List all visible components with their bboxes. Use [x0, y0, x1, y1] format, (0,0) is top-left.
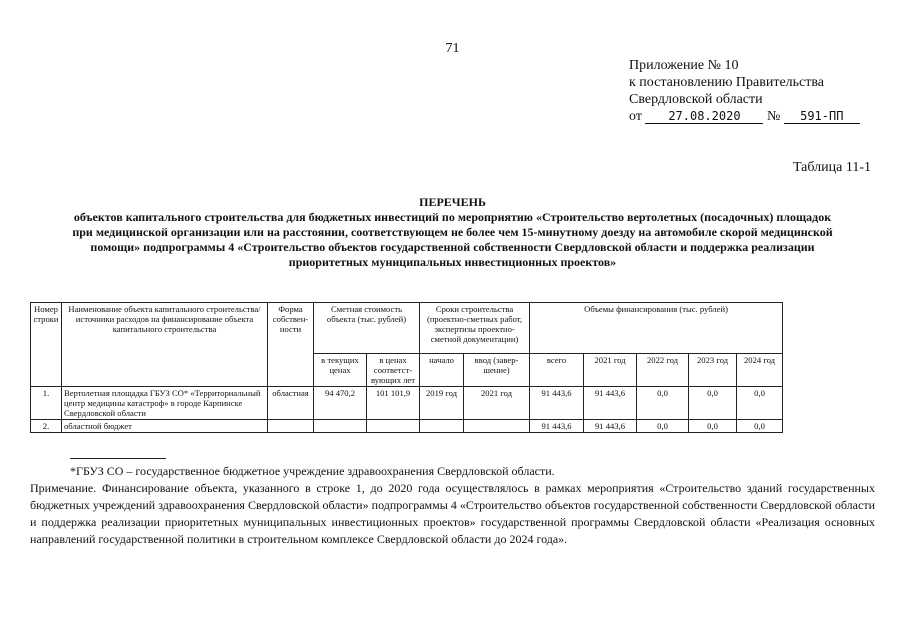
cell-ownership: областная [268, 387, 314, 420]
cell-current-prices: 94 470,2 [314, 387, 367, 420]
number-prefix: № [766, 109, 781, 124]
header-volumes: Объемы финансирования (тыс. рублей) [530, 303, 783, 354]
decree-date: 27.08.2020 [645, 110, 763, 124]
header-matching-prices: в ценах соответст-вующих лет [367, 354, 420, 387]
heading-line-2: при медицинской организации или на расстоянии, соответствующем не более чем 15-минутному доезду на автомобиле скорой медицинской [72, 225, 833, 239]
cell-2023: 0,0 [689, 387, 737, 420]
cell-row-number: 2. [31, 420, 62, 433]
table-header-row [31, 303, 783, 354]
date-prefix: от [629, 109, 642, 124]
table-row [31, 420, 783, 433]
header-object-name: Наименование объекта капитального строительства/ источники расходов на финансирование объекта капитального строительства [62, 303, 268, 387]
cell-matching-prices [367, 420, 420, 433]
appendix-block [629, 57, 860, 125]
appendix-date-line [629, 108, 860, 125]
financing-table [30, 302, 783, 433]
cell-2022: 0,0 [637, 387, 689, 420]
cell-2024: 0,0 [737, 387, 783, 420]
header-total: всего [530, 354, 584, 387]
header-current-prices: в текущих ценах [314, 354, 367, 387]
header-commissioning: ввод (завер-шение) [464, 354, 530, 387]
page-number: 71 [445, 41, 460, 56]
cell-object-name: областной бюджет [62, 420, 268, 433]
cell-matching-prices: 101 101,9 [367, 387, 420, 420]
cell-current-prices [314, 420, 367, 433]
heading-line-4: приоритетных муниципальных инвестиционных проектов» [288, 255, 617, 269]
cell-total: 91 443,6 [530, 420, 584, 433]
header-ownership: Форма собствен-ности [268, 303, 314, 387]
cell-2023: 0,0 [689, 420, 737, 433]
cell-2022: 0,0 [637, 420, 689, 433]
footnote-divider [70, 458, 166, 459]
header-2023: 2023 год [689, 354, 737, 387]
header-terms: Сроки строительства (проектно-сметных работ, экспертизы проектно-сметной документации) [420, 303, 530, 354]
table-label: Таблица 11-1 [792, 160, 871, 175]
cell-start: 2019 год [420, 387, 464, 420]
cell-ownership [268, 420, 314, 433]
header-2024: 2024 год [737, 354, 783, 387]
decree-number: 591-ПП [784, 110, 860, 124]
header-estimate: Сметная стоимость объекта (тыс. рублей) [314, 303, 420, 354]
document-heading [30, 195, 875, 270]
cell-total: 91 443,6 [530, 387, 584, 420]
note-paragraph: Примечание. Финансирование объекта, указанного в строке 1, до 2020 года осуществлялось в рамках мероприятия «Строительство зданий государственных бюджетных учреждений здравоохранения Свердловской области» подпрограммы 4 «Строительство объектов государственной собственности Свердловской области и поддержка реализации приоритетных муниципальных инвестиционных проектов» государственной программы Свердловской области «Реализация основных направлений государственной политики в строительном комплексе Свердловской области до 2024 года». [30, 481, 875, 546]
cell-2021: 91 443,6 [584, 387, 637, 420]
appendix-title: Приложение № 10 [629, 58, 739, 73]
cell-commissioning [464, 420, 530, 433]
header-start: начало [420, 354, 464, 387]
heading-line-3: помощи» подпрограммы 4 «Строительство объектов государственной собственности Свердловской области и поддержка реализации [90, 240, 815, 254]
table-row [31, 387, 783, 420]
cell-2024: 0,0 [737, 420, 783, 433]
appendix-line-region: Свердловской области [629, 92, 763, 107]
heading-title: ПЕРЕЧЕНЬ [419, 195, 486, 209]
cell-object-name: Вертолетная площадка ГБУЗ СО* «Территориальный центр медицины катастроф» в городе Карпинске Свердловской области [62, 387, 268, 420]
header-2021: 2021 год [584, 354, 637, 387]
cell-row-number: 1. [31, 387, 62, 420]
cell-commissioning: 2021 год [464, 387, 530, 420]
header-row-number: Номер строки [31, 303, 62, 387]
heading-line-1: объектов капитального строительства для бюджетных инвестиций по мероприятию «Строительство вертолетных (посадочных) площадок [73, 210, 832, 224]
appendix-line-decree: к постановлению Правительства [629, 75, 825, 90]
header-2022: 2022 год [637, 354, 689, 387]
footnote: *ГБУЗ СО – государственное бюджетное учреждение здравоохранения Свердловской области. [70, 464, 555, 478]
cell-2021: 91 443,6 [584, 420, 637, 433]
cell-start [420, 420, 464, 433]
